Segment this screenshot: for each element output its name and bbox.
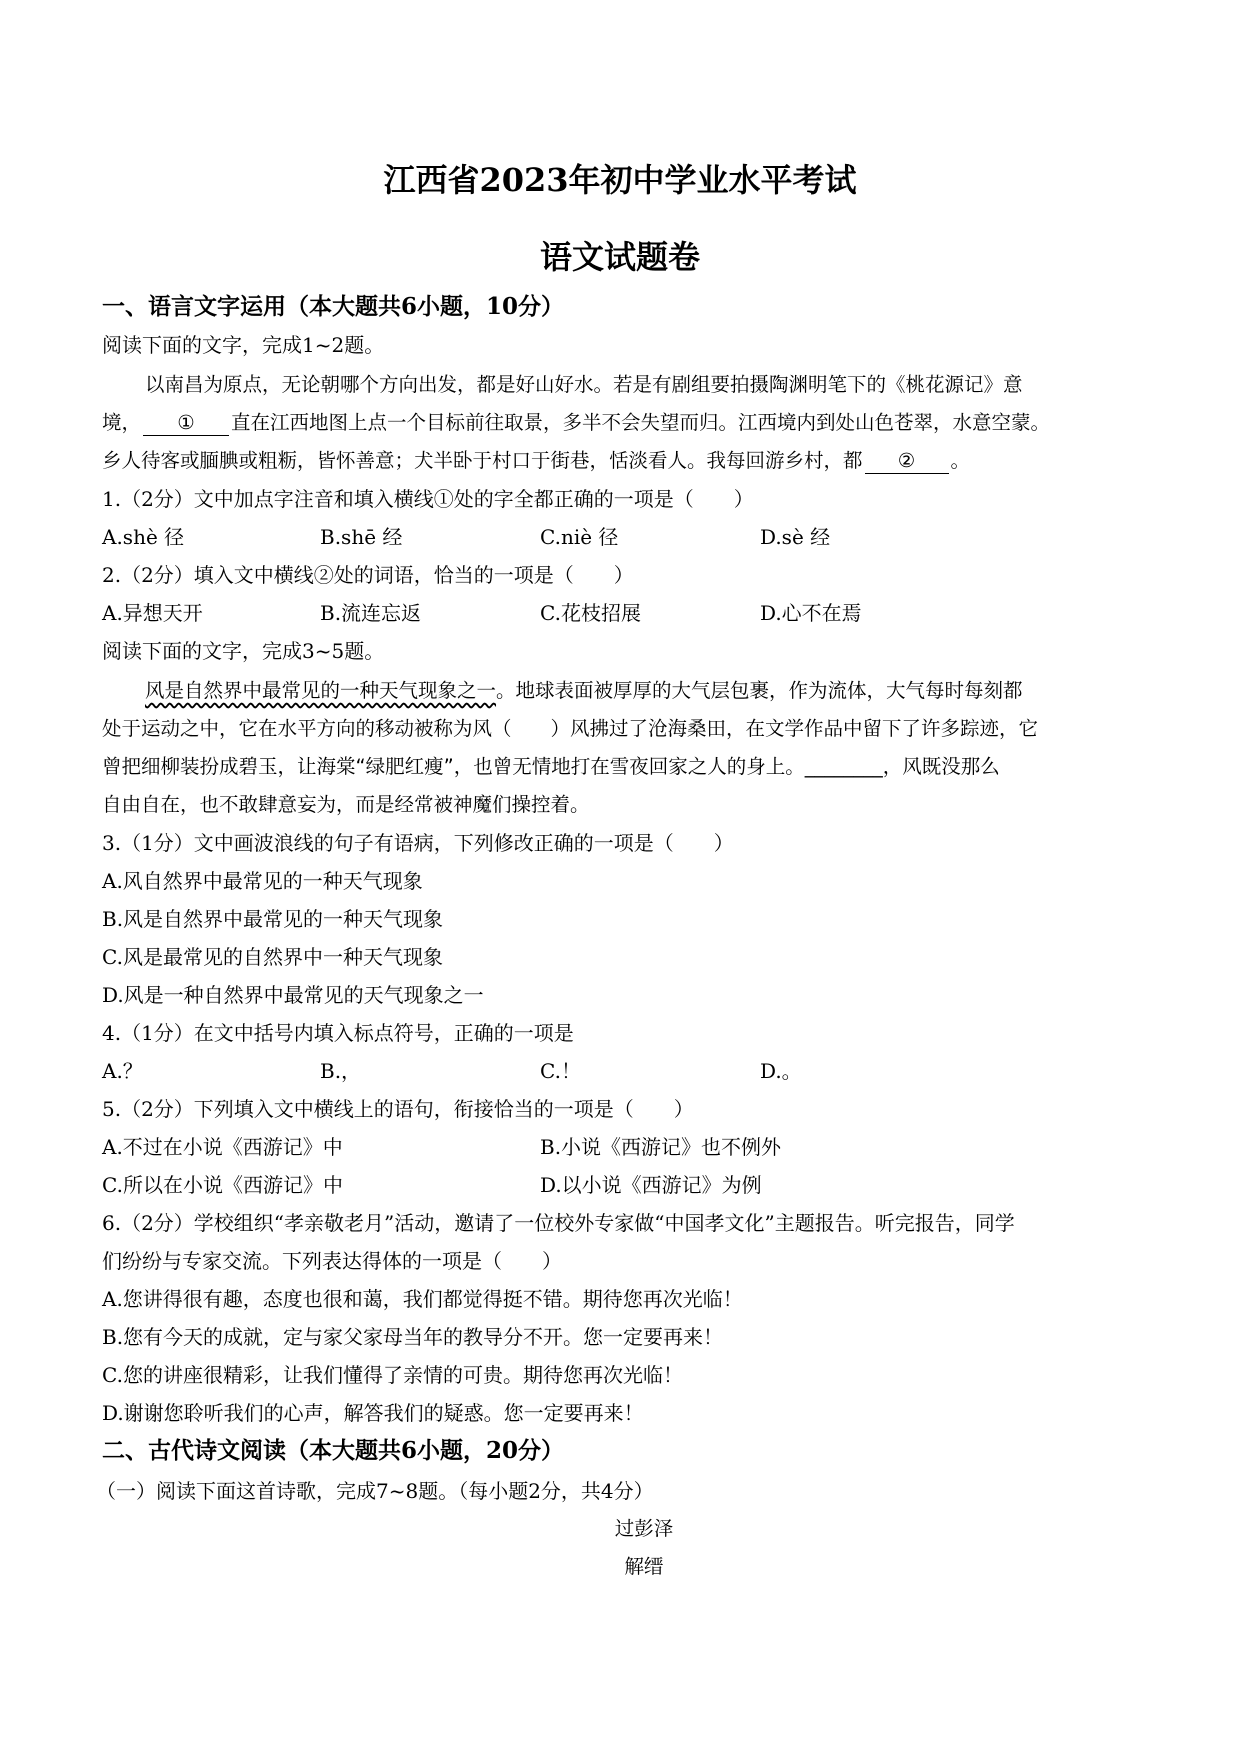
q4-option-b[interactable]: B.，	[320, 1059, 362, 1083]
q1-option-a[interactable]: A.shè 径	[102, 525, 185, 549]
section1-heading: 一、语言文字运用（本大题共6小题，10分）	[102, 293, 565, 320]
q2-option-a[interactable]: A.异想天开	[102, 601, 203, 625]
passage1-line1: 以南昌为原点，无论朝哪个方向出发，都是好山好水。若是有剧组要拍摄陶渊明笔下的《桃花源记》意	[145, 373, 1023, 396]
wavy-underlined-sentence: 风是自然界中最常见的一种天气现象之一	[145, 679, 497, 702]
passage1-line2	[102, 408, 1050, 438]
passage2-line4: 自由自在，也不敢肆意妄为，而是经常被神魔们操控着。	[102, 793, 590, 816]
passage2-line2: 处于运动之中，它在水平方向的移动被称为风（ ）风拂过了沧海桑田，在文学作品中留下了许多踪迹，它	[102, 717, 1039, 740]
exam-subtitle: 语文试题卷	[539, 238, 700, 276]
q3-option-a[interactable]: A.风自然界中最常见的一种天气现象	[102, 869, 423, 893]
question-6-stem-line1: 6.（2分）学校组织“孝亲敬老月”活动，邀请了一位校外专家做“中国孝文化”主题报告。听完报告，同学	[102, 1211, 1015, 1235]
question-4-stem: 4.（1分）在文中括号内填入标点符号，正确的一项是	[102, 1021, 574, 1045]
section2-heading: 二、古代诗文阅读（本大题共6小题，20分）	[102, 1437, 565, 1464]
q5-option-d[interactable]: D.以小说《西游记》为例	[540, 1173, 762, 1197]
q3-option-b[interactable]: B.风是自然界中最常见的一种天气现象	[102, 907, 444, 931]
question-3-stem: 3.（1分）文中画波浪线的句子有语病，下列修改正确的一项是（ ）	[102, 831, 734, 855]
passage1-text: 。	[950, 449, 971, 472]
q1-option-c[interactable]: C.niè 径	[540, 525, 619, 549]
q2-option-c[interactable]: C.花枝招展	[540, 601, 641, 625]
passage1-text: 直在江西地图上点一个目标前往取景，多半不会失望而归。江西境内到处山色苍翠，水意空蒙。	[231, 411, 1051, 434]
fill-blank-1: ①	[143, 411, 229, 436]
q3-option-c[interactable]: C.风是最常见的自然界中一种天气现象	[102, 945, 443, 969]
q6-option-c[interactable]: C.您的讲座很精彩，让我们懂得了亲情的可贵。期待您再次光临！	[102, 1363, 683, 1387]
q5-option-c[interactable]: C.所以在小说《西游记》中	[102, 1173, 343, 1197]
q1-option-d[interactable]: D.sè 经	[760, 525, 831, 549]
q1-option-b[interactable]: B.shē 经	[320, 525, 403, 549]
reading-intro-2: 阅读下面的文字，完成3~5题。	[102, 639, 385, 663]
passage2-text: 。地球表面被厚厚的大气层包裹，作为流体，大气每时每刻都	[496, 679, 1023, 702]
q6-option-d[interactable]: D.谢谢您聆听我们的心声，解答我们的疑惑。您一定要再来！	[102, 1401, 644, 1425]
exam-title: 江西省2023年初中学业水平考试	[383, 161, 857, 199]
poem-reading-intro: （一）阅读下面这首诗歌，完成7~8题。（每小题2分，共4分）	[96, 1479, 654, 1503]
poem-author: 解缙	[624, 1555, 664, 1578]
question-2-stem: 2.（2分）填入文中横线②处的词语，恰当的一项是（ ）	[102, 563, 634, 587]
passage1-text: 境，	[102, 411, 142, 434]
q6-option-b[interactable]: B.您有今天的成就，定与家父家母当年的教导分不开。您一定要再来！	[102, 1325, 724, 1349]
passage1-line3	[102, 446, 970, 476]
question-1-stem: 1.（2分）文中加点字注音和填入横线①处的字全都正确的一项是（ ）	[102, 487, 754, 511]
passage1-text: 乡人待客或腼腆或粗粝，皆怀善意；犬半卧于村口于街巷，恬淡看人。我每回游乡村，都	[102, 449, 863, 472]
q3-option-d[interactable]: D.风是一种自然界中最常见的天气现象之一	[102, 983, 484, 1007]
question-5-stem: 5.（2分）下列填入文中横线上的语句，衔接恰当的一项是（ ）	[102, 1097, 694, 1121]
fill-blank-2: ②	[865, 449, 949, 474]
q4-option-a[interactable]: A.？	[102, 1059, 143, 1083]
q4-option-c[interactable]: C.！	[540, 1059, 581, 1083]
q4-option-d[interactable]: D.。	[760, 1059, 802, 1083]
question-6-stem-line2: 们纷纷与专家交流。下列表达得体的一项是（ ）	[102, 1249, 562, 1273]
reading-intro-1: 阅读下面的文字，完成1~2题。	[102, 333, 385, 357]
q2-option-d[interactable]: D.心不在焉	[760, 601, 862, 625]
q5-option-a[interactable]: A.不过在小说《西游记》中	[102, 1135, 343, 1159]
q6-option-a[interactable]: A.您讲得很有趣，态度也很和蔼，我们都觉得挺不错。期待您再次光临！	[102, 1287, 743, 1311]
poem-title: 过彭泽	[614, 1517, 674, 1540]
passage2-line1	[145, 676, 1023, 706]
passage2-line3: 曾把细柳装扮成碧玉，让海棠“绿肥红瘦”，也曾无情地打在雪夜回家之人的身上。________，风既没那么	[102, 755, 1000, 778]
q2-option-b[interactable]: B.流连忘返	[320, 601, 422, 625]
q5-option-b[interactable]: B.小说《西游记》也不例外	[540, 1135, 782, 1159]
